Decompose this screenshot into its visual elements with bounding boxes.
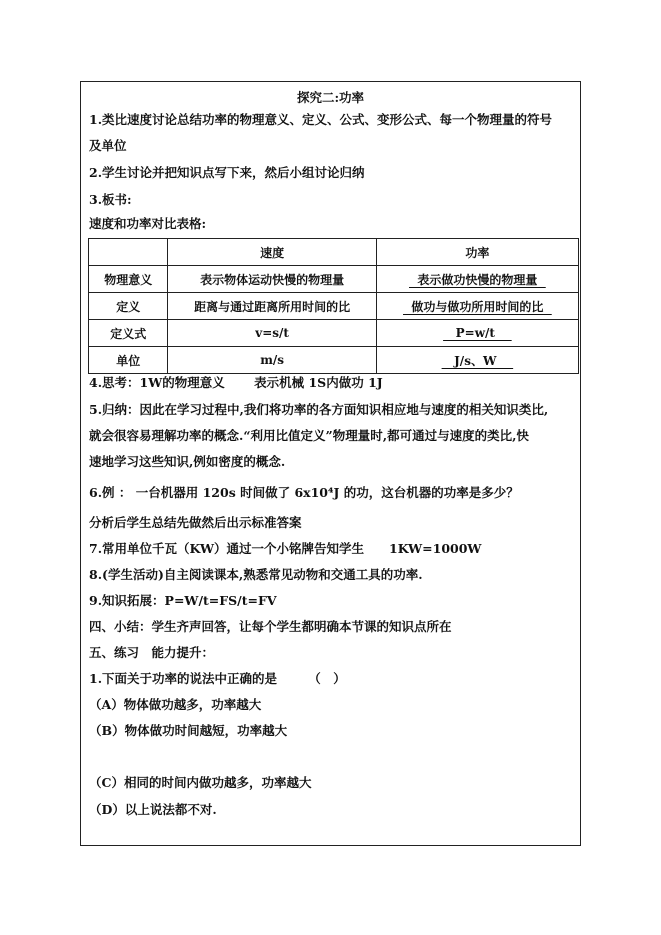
item-4: 4.思考：1W的物理意义 表示机械 1S内做功 1J xyxy=(89,375,383,390)
power-cell: 做功与做功所用时间的比 xyxy=(403,299,552,314)
table-row xyxy=(89,266,579,293)
header-cell-empty xyxy=(89,239,168,266)
row-label: 定义 xyxy=(89,293,168,320)
option-c: （C）相同的时间内做功越多，功率越大 xyxy=(89,775,312,790)
table-row xyxy=(89,320,579,347)
table-row xyxy=(89,293,579,320)
speed-cell: v=s/t xyxy=(168,320,376,347)
comparison-table xyxy=(88,238,579,374)
item-7: 7.常用单位千瓦（KW）通过一个小铭牌告知学生 1KW=1000W xyxy=(89,541,482,556)
table-caption: 速度和功率对比表格: xyxy=(89,216,207,231)
table-row xyxy=(89,347,579,374)
item-5-line-c: 速地学习这些知识,例如密度的概念. xyxy=(89,454,286,469)
worksheet-frame xyxy=(80,81,581,846)
question-1: 1.下面关于功率的说法中正确的是 （ ） xyxy=(89,671,346,686)
practice-heading: 五、练习 能力提升： xyxy=(89,645,215,660)
item-1-line-a: 1.类比速度讨论总结功率的物理意义、定义、公式、变形公式、每一个物理量的符号 xyxy=(89,112,553,127)
item-5-line-a: 5.归纳：因此在学习过程中,我们将功率的各方面知识相应地与速度的相关知识类比, xyxy=(89,402,549,417)
option-a: （A）物体做功越多，功率越大 xyxy=(89,697,262,712)
summary-line: 四、小结：学生齐声回答，让每个学生都明确本节课的知识点所在 xyxy=(89,619,452,634)
item-6: 6.例 ： 一台机器用 120s 时间做了 6x10⁴J 的功，这台机器的功率是多少？ xyxy=(89,485,519,500)
power-cell: J/s、W xyxy=(441,353,514,368)
row-label: 定义式 xyxy=(89,320,168,347)
section-title: 探究二:功率 xyxy=(296,90,365,105)
speed-cell: 距离与通过距离所用时间的比 xyxy=(168,293,376,320)
option-d: （D）以上说法都不对. xyxy=(89,802,217,817)
row-label: 单位 xyxy=(89,347,168,374)
speed-cell: 表示物体运动快慢的物理量 xyxy=(168,266,376,293)
item-1-line-b: 及单位 xyxy=(89,138,127,153)
item-2: 2.学生讨论并把知识点写下来，然后小组讨论归纳 xyxy=(89,165,365,180)
item-8: 8.(学生活动)自主阅读课本,熟悉常见动物和交通工具的功率. xyxy=(89,567,423,582)
item-5-line-b: 就会很容易理解功率的概念.“利用比值定义”物理量时,都可通过与速度的类比,快 xyxy=(89,428,529,443)
item-3: 3.板书: xyxy=(89,192,132,207)
power-cell: 表示做功快慢的物理量 xyxy=(409,272,546,287)
speed-cell: m/s xyxy=(168,347,376,374)
option-b: （B）物体做功时间越短，功率越大 xyxy=(89,723,288,738)
header-cell-speed: 速度 xyxy=(168,239,376,266)
power-cell: P=w/t xyxy=(443,326,512,340)
row-label: 物理意义 xyxy=(89,266,168,293)
header-cell-power: 功率 xyxy=(376,239,578,266)
item-6-note: 分析后学生总结先做然后出示标准答案 xyxy=(89,515,302,530)
item-9: 9.知识拓展：P=W/t=FS/t=FV xyxy=(89,593,277,608)
table-header-row xyxy=(89,239,579,266)
